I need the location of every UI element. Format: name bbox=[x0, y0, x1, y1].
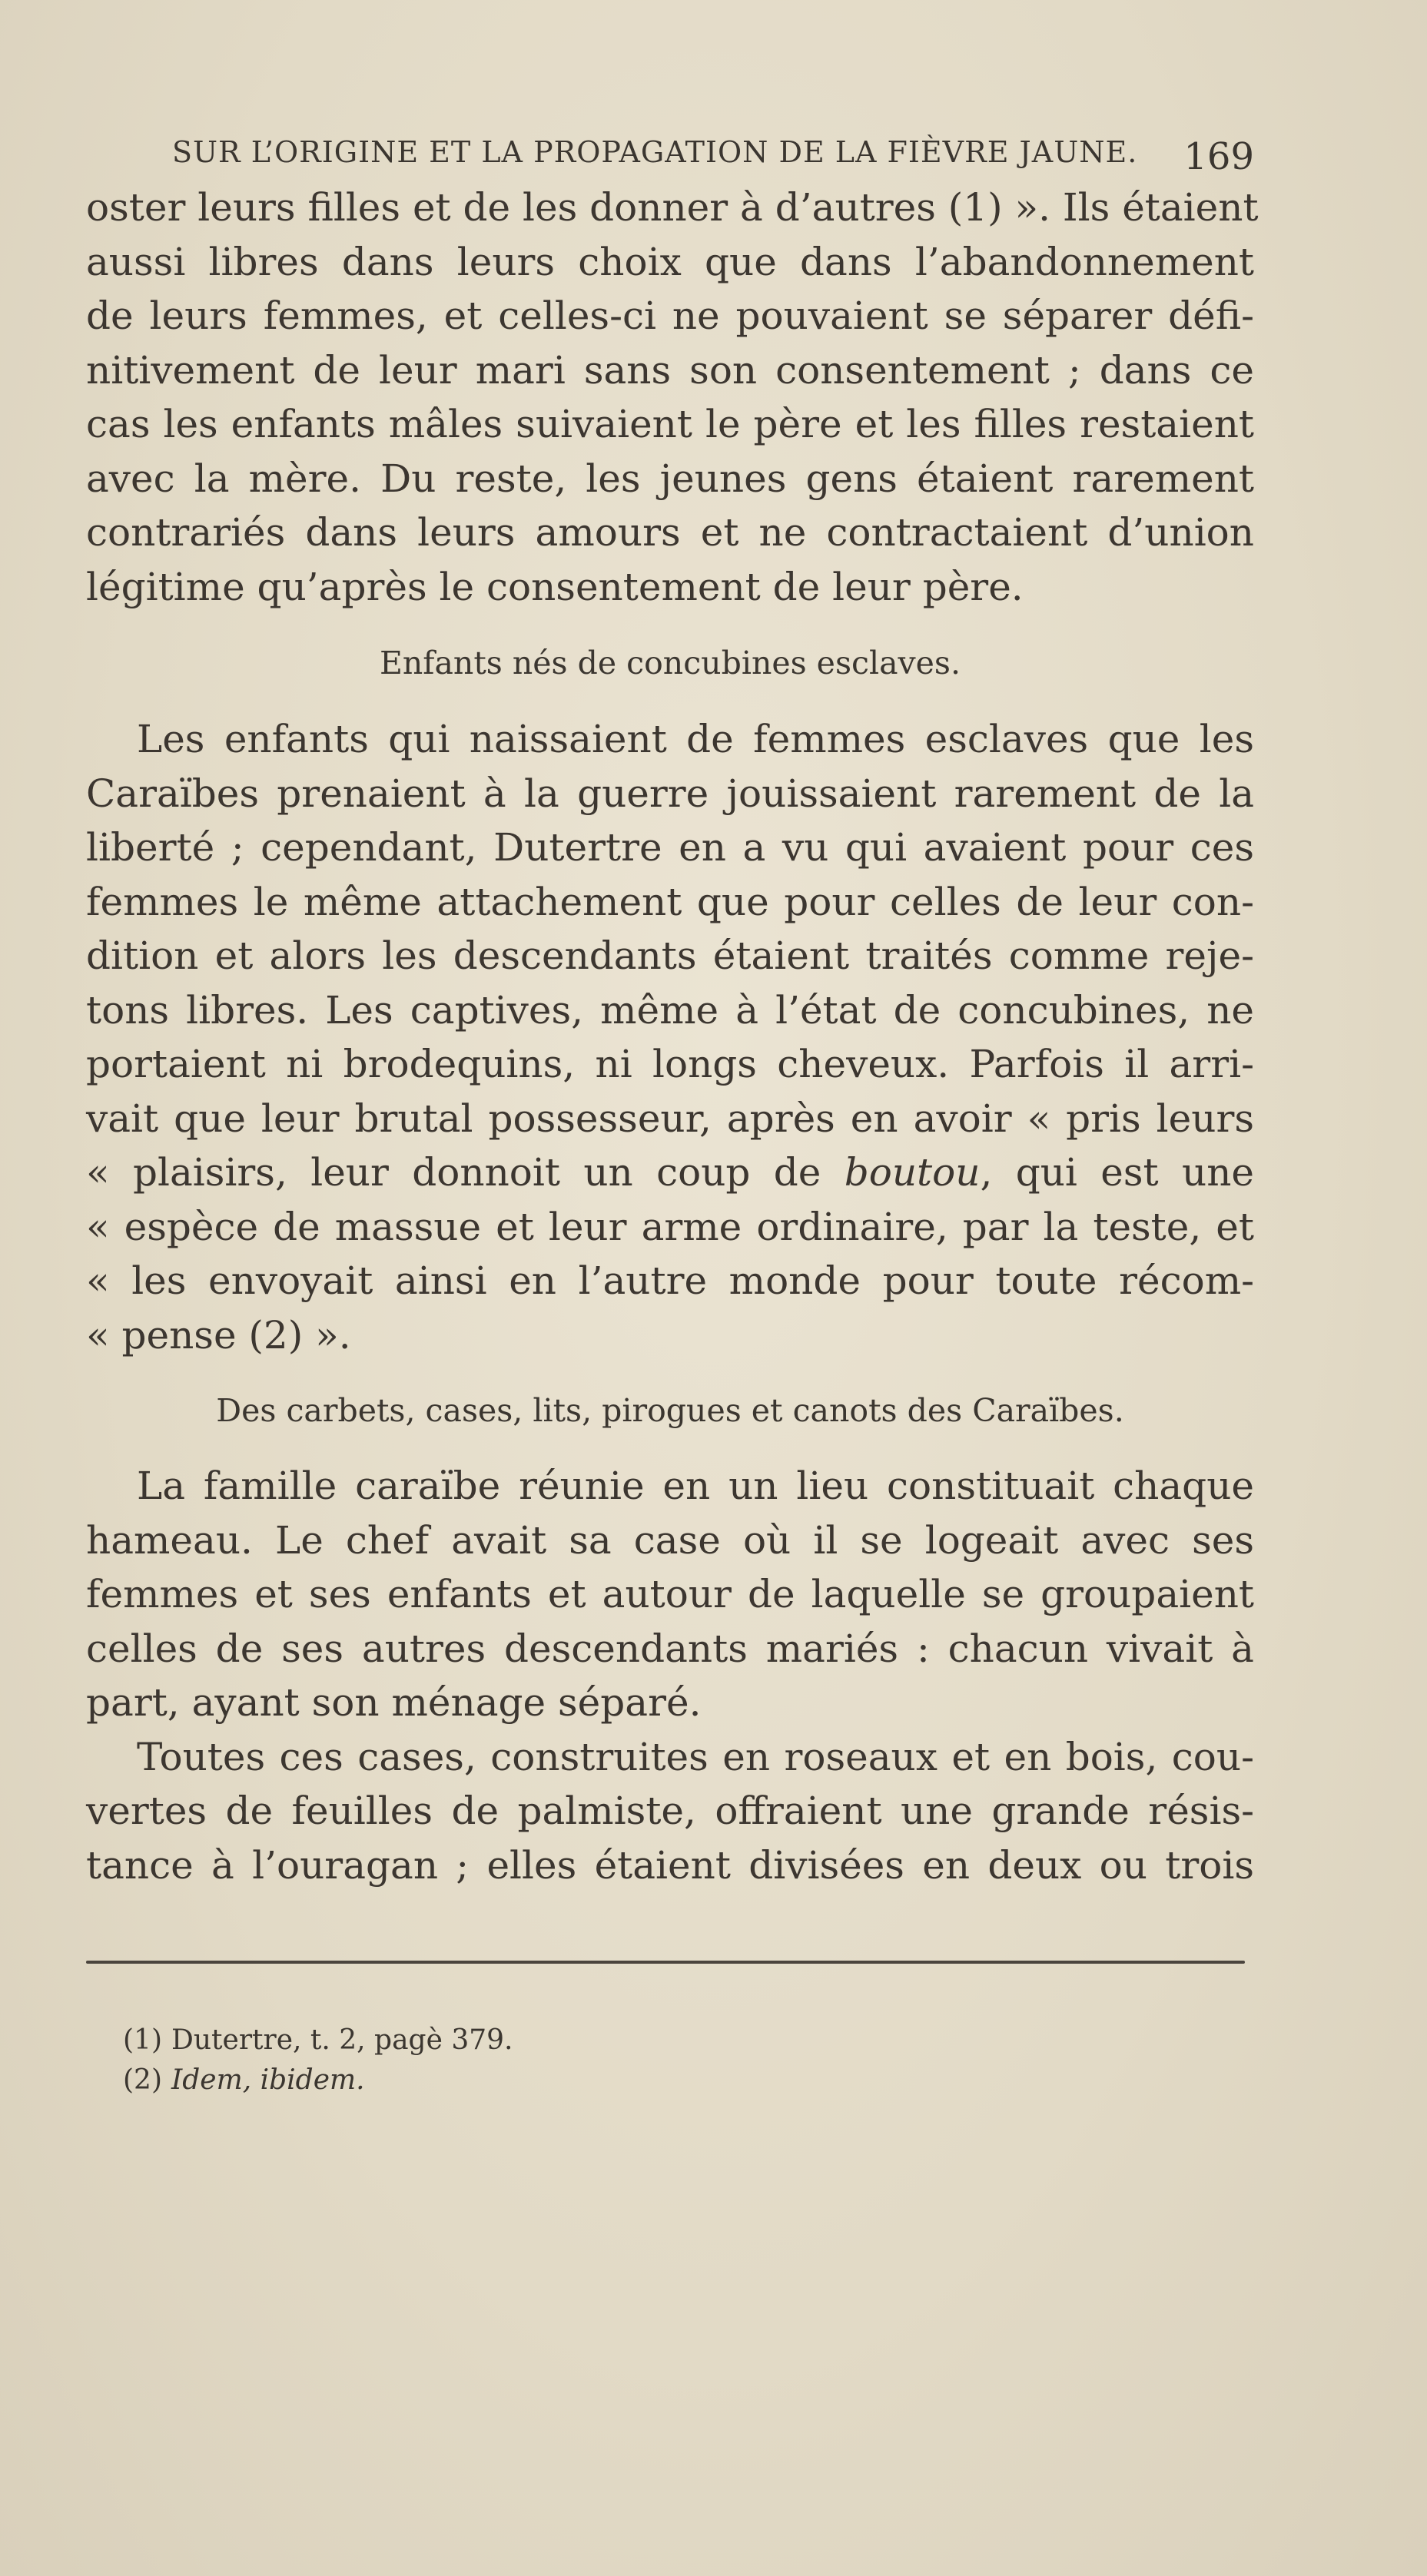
paragraph bbox=[86, 1730, 1254, 1893]
text-line: femmes et ses enfants et autour de laquelle se groupaient bbox=[86, 1572, 1254, 1616]
footnote-number: (2) bbox=[123, 2064, 162, 2096]
section-heading: Enfants nés de concubines esclaves. bbox=[379, 645, 961, 681]
running-title: SUR L’ORIGINE ET LA PROPAGATION DE LA FIÈVRE JAUNE. bbox=[172, 135, 1138, 169]
text-line: contrariés dans leurs amours et ne contractaient d’union bbox=[86, 510, 1254, 555]
paragraph bbox=[86, 181, 1259, 614]
text-run: « plaisirs, leur donnoit un coup de bbox=[86, 1150, 845, 1195]
text-line: vait que leur brutal possesseur, après en avoir « pris leurs bbox=[86, 1096, 1254, 1141]
text-line: part, ayant son ménage séparé. bbox=[86, 1680, 702, 1725]
text-line: dition et alors les descendants étaient traités comme reje- bbox=[86, 933, 1254, 978]
text-line: liberté ; cependant, Dutertre en a vu qui avaient pour ces bbox=[86, 825, 1254, 870]
footnotes bbox=[123, 2021, 1045, 2100]
footnote-text: Idem, ibidem. bbox=[171, 2064, 365, 2096]
text-line: La famille caraïbe réunie en un lieu constituait chaque bbox=[137, 1464, 1254, 1508]
text-line: de leurs femmes, et celles-ci ne pouvaient se séparer défi- bbox=[86, 293, 1254, 338]
text-line: nitivement de leur mari sans son consentement ; dans ce bbox=[86, 347, 1254, 393]
text-line: tons libres. Les captives, même à l’état de concubines, ne bbox=[86, 987, 1254, 1033]
text-line: Les enfants qui naissaient de femmes esclaves que les bbox=[137, 717, 1254, 761]
text-line: hameau. Le chef avait sa case où il se logeait avec ses bbox=[86, 1517, 1254, 1563]
paragraph bbox=[86, 1459, 1254, 1730]
text-run: , qui est une bbox=[980, 1150, 1254, 1195]
running-head bbox=[86, 129, 1254, 183]
footnote bbox=[123, 2060, 1045, 2100]
text-line: avec la mère. Du reste, les jeunes gens étaient rarement bbox=[86, 456, 1254, 501]
text-line: vertes de feuilles de palmiste, offraient une grande résis- bbox=[86, 1789, 1254, 1833]
footnote bbox=[123, 2021, 1045, 2060]
body-text bbox=[86, 181, 1259, 1892]
text-line: légitime qu’après le consentement de leur père. bbox=[86, 564, 1024, 609]
text-line: cas les enfants mâles suivaient le père et les filles restaient bbox=[86, 402, 1254, 446]
text-line: portaient ni brodequins, ni longs cheveux. Parfois il arri- bbox=[86, 1042, 1254, 1086]
italic-term: boutou bbox=[844, 1150, 981, 1195]
text-line: Caraïbes prenaient à la guerre jouissaient rarement de la bbox=[86, 771, 1254, 816]
text-line: aussi libres dans leurs choix que dans l’abandonnement bbox=[86, 239, 1254, 284]
text-line bbox=[86, 1145, 1254, 1200]
text-line: tance à l’ouragan ; elles étaient divisées en deux ou trois bbox=[86, 1842, 1254, 1888]
text-line: Toutes ces cases, construites en roseaux et en bois, cou- bbox=[137, 1734, 1254, 1779]
text-line: celles de ses autres descendants mariés : chacun vivait à bbox=[86, 1626, 1254, 1671]
footnote-rule bbox=[86, 1961, 1245, 1964]
footnote-number: (1) bbox=[123, 2024, 162, 2056]
footnote-text: Dutertre, t. 2, pagè 379. bbox=[171, 2024, 513, 2056]
paragraph bbox=[86, 712, 1254, 1362]
text-line: femmes le même attachement que pour celles de leur con- bbox=[86, 879, 1254, 924]
section-heading: Des carbets, cases, lits, pirogues et canots des Caraïbes. bbox=[216, 1392, 1124, 1429]
page-number: 169 bbox=[1183, 135, 1254, 178]
text-line: « espèce de massue et leur arme ordinaire, par la teste, et bbox=[86, 1204, 1254, 1249]
text-line: oster leurs filles et de les donner à d’autres (1) ». Ils étaient bbox=[86, 185, 1259, 230]
text-line: « les envoyait ainsi en l’autre monde pour toute récom- bbox=[86, 1258, 1254, 1303]
text-line: « pense (2) ». bbox=[86, 1312, 351, 1358]
